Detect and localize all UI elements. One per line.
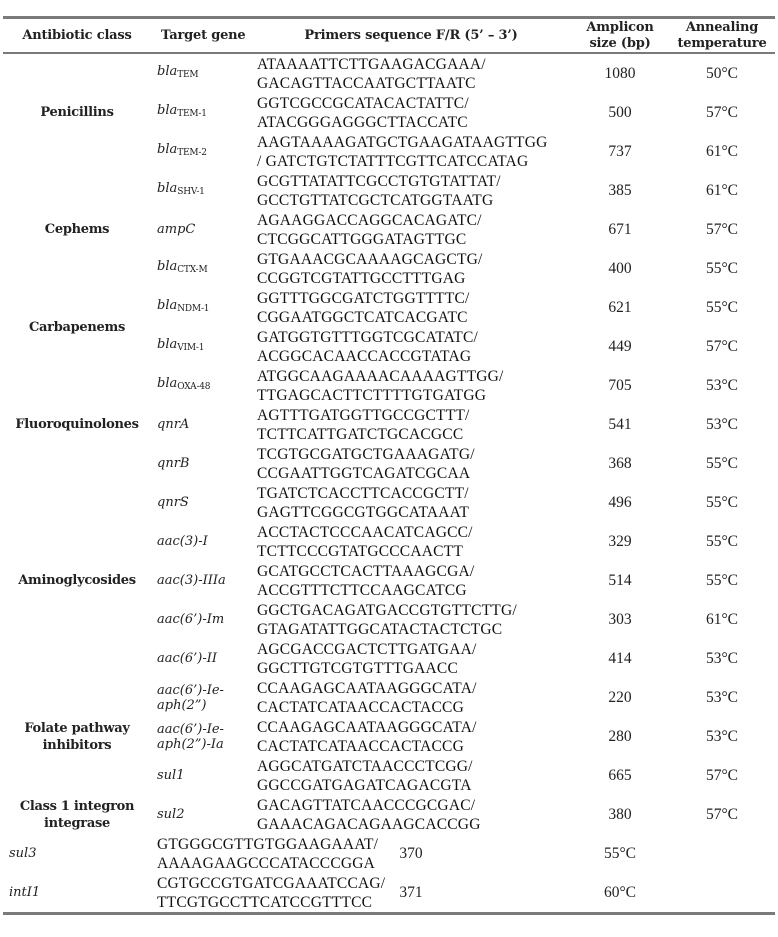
primer-sequence-cell (251, 600, 571, 639)
reverse-primer: AAAAGAAGCCCATACCCGGA (157, 854, 376, 872)
amplicon-size-cell: 621 (608, 298, 632, 316)
gene-name: bla (157, 103, 178, 118)
reverse-primer: GAAACAGACAGAAGCACCGG (257, 815, 481, 833)
amplicon-size-cell: 303 (608, 610, 632, 628)
amplicon-size-cell: 665 (608, 766, 632, 784)
annealing-temperature-cell: 53°C (705, 649, 739, 667)
primer-sequence-cell (251, 93, 571, 132)
forward-primer: GGTTTGGCGATCTGGTTTTC/ (257, 289, 470, 307)
target-gene-cell (151, 249, 251, 288)
reverse-primer: TCTTCATTGATCTGCACGCC (257, 425, 464, 443)
gene-name: bla (157, 376, 178, 391)
amplicon-size-cell: 1080 (604, 64, 636, 82)
forward-primer: TGATCTCACCTTCACCGCTT/ (257, 484, 469, 502)
amplicon-size-cell: 329 (608, 532, 632, 550)
amplicon-size-cell: 514 (608, 571, 632, 589)
target-gene-cell (151, 405, 251, 444)
annealing-temperature-cell: 55°C (705, 454, 739, 472)
primer-sequence-cell (251, 795, 571, 834)
antibiotic-class-cell: Fluoroquinolones (15, 417, 139, 432)
gene-subscript: VIM-1 (177, 343, 205, 353)
header-target-gene: Target gene (161, 27, 246, 43)
reverse-primer: TCTTCCCGTATGCCCAACTT (257, 542, 463, 560)
antibiotic-class-cell: Class 1 integron integrase (19, 798, 135, 831)
reverse-primer: GCCTGTTATCGCTCATGGTAATG (257, 191, 494, 209)
gene-name: ampC (157, 222, 196, 237)
target-gene-cell (151, 678, 251, 717)
amplicon-size-cell: 368 (608, 454, 632, 472)
forward-primer: GCATGCCTCACTTAAAGCGA/ (257, 562, 475, 580)
gene-name: aac(6’)-Ie-aph(2”) (157, 682, 224, 713)
annealing-temperature-cell: 61°C (705, 142, 739, 160)
forward-primer: CCAAGAGCAATAAGGGCATA/ (257, 718, 477, 736)
gene-name: sul3 (9, 846, 37, 861)
table-row (3, 483, 775, 522)
gene-name: qnrA (157, 417, 190, 432)
table-row (3, 171, 775, 210)
antibiotic-class-cell: Cephems (44, 222, 110, 237)
table-row (3, 834, 775, 873)
target-gene-cell (151, 53, 251, 93)
header-row (3, 18, 775, 54)
amplicon-size-cell: 541 (608, 415, 632, 433)
gene-name: sul2 (157, 807, 185, 822)
gene-name: bla (157, 181, 178, 196)
gene-subscript: NDM-1 (177, 304, 210, 314)
annealing-temperature-cell: 55°C (705, 571, 739, 589)
table-body (3, 53, 775, 914)
gene-subscript: TEM-2 (177, 148, 207, 158)
forward-primer: GGCTGACAGATGACCGTGTTCTTG/ (257, 601, 517, 619)
gene-name: qnrS (157, 495, 189, 510)
target-gene-cell (151, 288, 251, 327)
gene-name: aac(6’)-Ie-aph(2”)-Ia (157, 721, 224, 752)
primer-sequence-cell (251, 53, 571, 93)
gene-name: bla (157, 337, 178, 352)
primer-sequence-cell (251, 405, 571, 444)
annealing-temperature-cell: 57°C (705, 805, 739, 823)
primer-table (3, 16, 775, 915)
forward-primer: CCAAGAGCAATAAGGGCATA/ (257, 679, 477, 697)
forward-primer: AGTTTGATGGTTGCCGCTTT/ (257, 406, 470, 424)
annealing-temperature-cell: 55°C (705, 532, 739, 550)
table-row (3, 288, 775, 327)
reverse-primer: ACCGTTTCTTCCAAGCATCG (257, 581, 467, 599)
table-row (3, 53, 775, 93)
forward-primer: ACCTACTCCCAACATCAGCC/ (257, 523, 473, 541)
amplicon-size-cell: 220 (608, 688, 632, 706)
reverse-primer: CGGAATGGCTCATCACGATC (257, 308, 468, 326)
annealing-temperature-cell: 60°C (603, 883, 637, 901)
primer-sequence-cell (251, 171, 571, 210)
primer-sequence-cell (251, 249, 571, 288)
annealing-temperature-cell: 53°C (705, 415, 739, 433)
primer-sequence-cell (251, 483, 571, 522)
amplicon-size-cell: 400 (608, 259, 632, 277)
reverse-primer: GAGTTCGGCGTGGCATAAAT (257, 503, 470, 521)
gene-name: sul1 (157, 768, 185, 783)
antibiotic-class-cell: Carbapenems (29, 319, 125, 335)
primer-sequence-cell (251, 132, 571, 171)
forward-primer: AGGCATGATCTAACCCTCGG/ (257, 757, 473, 775)
annealing-temperature-cell: 55°C (705, 259, 739, 277)
forward-primer: AAGTAAAAGATGCTGAAGATAAGTTGG (257, 133, 548, 151)
gene-name: qnrB (157, 456, 190, 471)
target-gene-cell (151, 444, 251, 483)
reverse-primer: GGCCGATGAGATCAGACGTA (257, 776, 472, 794)
primer-sequence-cell (251, 756, 571, 795)
table-row (3, 795, 775, 834)
reverse-primer: TTCGTGCCTTCATCCGTTTCC (157, 893, 373, 911)
reverse-primer: GTAGATATTGGCATACTACTCTGC (257, 620, 503, 638)
header-amplicon-line1: Amplicon (586, 19, 654, 35)
table-row (3, 678, 775, 717)
gene-subscript: OXA-48 (177, 382, 211, 392)
amplicon-size-cell: 370 (399, 844, 423, 862)
forward-primer: CGTGCCGTGATCGAAATCCAG/ (157, 874, 386, 892)
header-annealing (669, 18, 775, 54)
amplicon-size-cell: 737 (608, 142, 632, 160)
amplicon-size-cell: 671 (608, 220, 632, 238)
target-gene-cell (151, 522, 251, 561)
annealing-temperature-cell: 53°C (705, 688, 739, 706)
gene-subscript: TEM (177, 70, 199, 80)
forward-primer: ATAAAATTCTTGAAGACGAAA/ (257, 55, 486, 73)
antibiotic-class-cell: Penicillins (40, 105, 114, 120)
amplicon-size-cell: 385 (608, 181, 632, 199)
target-gene-cell (151, 93, 251, 132)
target-gene-cell (151, 717, 251, 756)
target-gene-cell (151, 483, 251, 522)
reverse-primer: CTCGGCATTGGGATAGTTGC (257, 230, 467, 248)
primer-sequence-cell (251, 678, 571, 717)
reverse-primer: ACGGCACAACCACCGTATAG (257, 347, 472, 365)
amplicon-size-cell: 705 (608, 376, 632, 394)
forward-primer: ATGGCAAGAAAACAAAAGTTGG/ (257, 367, 504, 385)
amplicon-size-cell: 280 (608, 727, 632, 745)
target-gene-cell (3, 834, 151, 873)
gene-name: aac(3)-IIIa (157, 573, 226, 588)
target-gene-cell (151, 132, 251, 171)
table-row (3, 366, 775, 405)
gene-subscript: CTX-M (177, 265, 208, 275)
primer-sequence-cell (251, 288, 571, 327)
forward-primer: GGTCGCCGCATACACTATTC/ (257, 94, 469, 112)
annealing-temperature-cell: 61°C (705, 181, 739, 199)
reverse-primer: CCGAATTGGTCAGATCGCAA (257, 464, 471, 482)
antibiotic-class-cell: Aminoglycosides (18, 573, 136, 588)
header-amplicon-line2: size (bp) (589, 35, 651, 51)
target-gene-cell (151, 600, 251, 639)
primer-sequence-cell (151, 873, 386, 914)
header-antibiotic-class: Antibiotic class (22, 27, 132, 43)
target-gene-cell (151, 639, 251, 678)
primer-sequence-cell (251, 444, 571, 483)
reverse-primer: / GATCTGTCTATTTCGTTCATCCATAG (257, 152, 529, 170)
gene-name: bla (157, 142, 178, 157)
annealing-temperature-cell: 50°C (705, 64, 739, 82)
reverse-primer: GACAGTTACCAATGCTTAATC (257, 74, 476, 92)
annealing-temperature-cell: 55°C (705, 493, 739, 511)
reverse-primer: GGCTTGTCGTGTTTGAACC (257, 659, 458, 677)
primer-sequence-cell (151, 834, 379, 873)
primer-sequence-cell (251, 210, 571, 249)
primer-sequence-cell (251, 561, 571, 600)
header-annealing-line1: Annealing (685, 19, 759, 35)
annealing-temperature-cell: 53°C (705, 727, 739, 745)
gene-name: bla (157, 259, 178, 274)
amplicon-size-cell: 449 (608, 337, 632, 355)
gene-name: aac(3)-I (157, 534, 208, 549)
reverse-primer: CCGGTCGTATTGCCTTTGAG (257, 269, 466, 287)
target-gene-cell (151, 210, 251, 249)
forward-primer: AGCGACCGACTCTTGATGAA/ (257, 640, 477, 658)
target-gene-cell (151, 756, 251, 795)
antibiotic-class-cell: Folate pathway inhibitors (24, 720, 130, 753)
primer-sequence-cell (251, 639, 571, 678)
forward-primer: GCGTTATATTCGCCTGTGTATTAT/ (257, 172, 501, 190)
table-row (3, 873, 775, 914)
annealing-temperature-cell: 53°C (705, 376, 739, 394)
amplicon-size-cell: 380 (608, 805, 632, 823)
annealing-temperature-cell: 57°C (705, 220, 739, 238)
header-annealing-line2: temperature (677, 35, 767, 51)
primer-sequence-cell (251, 327, 571, 366)
target-gene-cell (151, 171, 251, 210)
target-gene-cell (3, 873, 151, 914)
gene-name: intI1 (9, 885, 41, 900)
annealing-temperature-cell: 55°C (603, 844, 637, 862)
reverse-primer: TTGAGCACTTCTTTTGTGATGG (257, 386, 487, 404)
forward-primer: GTGAAACGCAAAAGCAGCTG/ (257, 250, 483, 268)
header-amplicon (571, 18, 669, 54)
header-primers: Primers sequence F/R (5’ – 3’) (304, 27, 518, 43)
reverse-primer: CACTATCATAACCACTACCG (257, 698, 464, 716)
primer-sequence-cell (251, 366, 571, 405)
annealing-temperature-cell: 57°C (705, 766, 739, 784)
annealing-temperature-cell: 57°C (705, 103, 739, 121)
amplicon-size-cell: 496 (608, 493, 632, 511)
forward-primer: GACAGTTATCAACCCGCGAC/ (257, 796, 476, 814)
forward-primer: GTGGGCGTTGTGGAAGAAAT/ (157, 835, 379, 853)
gene-name: bla (157, 64, 178, 79)
primer-sequence-cell (251, 522, 571, 561)
amplicon-size-cell: 500 (608, 103, 632, 121)
gene-subscript: SHV-1 (177, 187, 205, 197)
annealing-temperature-cell: 55°C (705, 298, 739, 316)
forward-primer: GATGGTGTTTGGTCGCATATC/ (257, 328, 479, 346)
reverse-primer: ATACGGGAGGGCTTACCATC (257, 113, 468, 131)
gene-name: aac(6’)-Im (157, 612, 225, 627)
forward-primer: TCGTGCGATGCTGAAAGATG/ (257, 445, 475, 463)
gene-name: bla (157, 298, 178, 313)
annealing-temperature-cell: 61°C (705, 610, 739, 628)
primer-sequence-cell (251, 717, 571, 756)
gene-subscript: TEM-1 (177, 109, 207, 119)
annealing-temperature-cell: 57°C (705, 337, 739, 355)
target-gene-cell (151, 366, 251, 405)
reverse-primer: CACTATCATAACCACTACCG (257, 737, 464, 755)
forward-primer: AGAAGGACCAGGCACAGATC/ (257, 211, 482, 229)
gene-name: aac(6’)-II (157, 651, 217, 666)
target-gene-cell (151, 561, 251, 600)
amplicon-size-cell: 414 (608, 649, 632, 667)
amplicon-size-cell: 371 (399, 883, 423, 901)
target-gene-cell (151, 795, 251, 834)
target-gene-cell (151, 327, 251, 366)
